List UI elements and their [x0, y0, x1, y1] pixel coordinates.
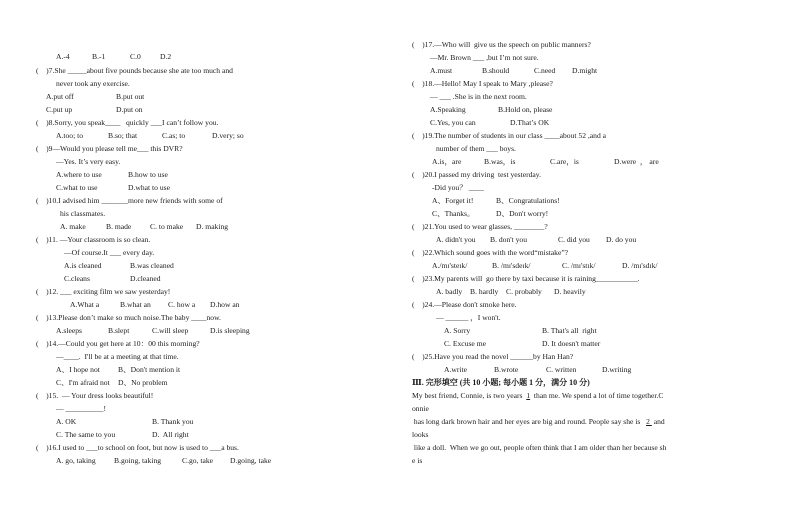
q20-option-d: D、Don't worry!	[496, 209, 549, 218]
q18-option-c: C.Yes, you can	[430, 118, 476, 127]
q6-option-a: A.-4	[56, 52, 70, 61]
q15-option-c: C. The same to you	[56, 430, 116, 439]
q7-option-c: C.put up	[46, 105, 73, 114]
q7-stem: ( )7.She _____about five pounds because she ate too much and	[36, 66, 233, 75]
q15-option-b: B. Thank you	[152, 417, 194, 426]
blank-1: 1	[526, 391, 531, 400]
q11-stem: ( )11. —Your classroom is so clean.	[36, 235, 151, 244]
q19-option-a: A.is，are	[432, 157, 462, 166]
q13-option-c: C.will sleep	[152, 326, 189, 335]
q16-option-c: C.go, take	[182, 456, 214, 465]
q14-stem: ( )14.—Could you get here at 10：00 this morning?	[36, 339, 200, 348]
q12-option-b: B.what an	[120, 300, 151, 309]
q25-option-d: D.writing	[602, 365, 632, 374]
q18-option-b: B.Hold on, please	[498, 105, 553, 114]
q11-continuation: —Of course.It ___ every day.	[64, 248, 155, 257]
q20-option-c: C、Thanks。	[432, 209, 475, 218]
passage-line-2: onnie	[412, 404, 429, 413]
q14-option-a: A、I hope not	[56, 365, 100, 374]
q18-continuation: — ___ .She is in the next room.	[430, 92, 527, 101]
q17-option-b: B.should	[482, 66, 510, 75]
q25-option-a: A.write	[444, 365, 467, 374]
q14-option-b: B、Don't mention it	[118, 365, 181, 374]
blank-2: 2	[646, 417, 652, 426]
q10-option-a: A. make	[60, 222, 86, 231]
q19-option-b: B.was，is	[484, 157, 516, 166]
q9-option-b: B.how to use	[128, 170, 168, 179]
q11-option-b: B.was cleaned	[130, 261, 174, 270]
q8-stem: ( )8.Sorry, you speak____ quickly ___I can’t follow you.	[36, 118, 219, 127]
q23-stem: ( )23.My parents will go there by taxi because it is raining___________.	[412, 274, 640, 283]
passage-text-1b: than me. We spend a lot of time together.C	[530, 391, 664, 400]
q16-option-a: A. go, taking	[56, 456, 96, 465]
q20-option-b: B、Congratulations!	[496, 196, 560, 205]
passage-text-3a: has long dark brown hair and her eyes are big and round. People say she is	[412, 417, 647, 426]
q20-continuation: -Did you？ ____	[432, 183, 484, 192]
q18-option-d: D.That’s OK	[510, 118, 550, 127]
q23-option-a: A. badly	[436, 287, 463, 296]
q21-stem: ( )21.You used to wear glasses, ________?	[412, 222, 548, 231]
q18-option-a: A.Speaking	[430, 105, 466, 114]
q6-option-d: D.2	[160, 52, 172, 61]
q13-option-b: B.slept	[108, 326, 130, 335]
q21-option-a: A. didn't you	[436, 235, 476, 244]
q21-option-b: B. don't you	[490, 235, 528, 244]
q10-continuation: his classmates.	[60, 209, 106, 218]
q15-option-a: A. OK	[56, 417, 77, 426]
q10-stem: ( )10.I advised him _______more new friends with some of	[36, 196, 223, 205]
q23-option-d: D. heavily	[554, 287, 586, 296]
q17-stem: ( )17.—Who will give us the speech on public manners?	[412, 40, 591, 49]
q12-option-a: A.What a	[70, 300, 100, 309]
q16-stem: ( )16.I used to ___to school on foot, but now is used to ___a bus.	[36, 443, 239, 452]
q24-continuation: — ______ ，I won't.	[436, 313, 501, 322]
q14-option-c: C、I'm afraid not	[56, 378, 110, 387]
q25-stem: ( )25.Have you read the novel ______by Han Han?	[412, 352, 574, 361]
q12-option-c: C. how a	[168, 300, 196, 309]
q17-option-c: C.need	[534, 66, 556, 75]
passage-line-3	[412, 418, 665, 428]
q8-option-a: A.too; to	[56, 131, 84, 140]
q7-option-a: A.put off	[46, 92, 74, 101]
q9-option-c: C.what to use	[56, 183, 98, 192]
q19-option-d: D.were ， are	[614, 157, 659, 166]
q15-option-d: D. All right	[152, 430, 189, 439]
q9-continuation: —Yes. It’s very easy.	[56, 157, 121, 166]
q7-option-b: B.put out	[116, 92, 145, 101]
q17-continuation: —Mr. Brown ___ ,but I’m not sure.	[430, 53, 539, 62]
section-heading: Ⅲ. 完形填空 (共 10 小题; 每小题 1 分，满分 10 分)	[412, 378, 590, 387]
q10-option-c: C. to make	[150, 222, 184, 231]
q24-option-a: A. Sorry	[444, 326, 471, 335]
q9-option-a: A.where to use	[56, 170, 102, 179]
q25-option-c: C. written	[546, 365, 577, 374]
right-column	[412, 0, 782, 511]
q22-option-d: D. /mɪ'sdɪk/	[622, 261, 658, 270]
q19-option-c: C.are，is	[550, 157, 579, 166]
q17-option-a: A.must	[430, 66, 453, 75]
q24-option-b: B. That's all right	[542, 326, 597, 335]
q11-option-d: D.cleaned	[130, 274, 161, 283]
passage-text-3b: and	[651, 417, 665, 426]
q24-option-c: C. Excuse me	[444, 339, 486, 348]
q13-option-a: A.sleeps	[56, 326, 82, 335]
q13-option-d: D.is sleeping	[210, 326, 250, 335]
q23-option-b: B. hardly	[470, 287, 499, 296]
left-column	[36, 0, 406, 511]
q16-option-b: B.going, taking	[114, 456, 162, 465]
q14-option-d: D、No problem	[118, 378, 168, 387]
passage-line-5: like a doll. When we go out, people often think that I am older than her because sh	[412, 443, 667, 452]
q25-option-b: B.wrote	[494, 365, 519, 374]
q9-stem: ( )9—Would you please tell me___ this DVR?	[36, 144, 183, 153]
q19-stem: ( )19.The number of students in our class ____about 52 ,and a	[412, 131, 607, 140]
q8-option-b: B.so; that	[108, 131, 138, 140]
q21-option-c: C. did you	[558, 235, 590, 244]
q20-stem: ( )20.I passed my driving test yesterday.	[412, 170, 541, 179]
q11-option-a: A.is cleaned	[64, 261, 102, 270]
q22-option-b: B. /mɪ'sdeɪk/	[492, 261, 531, 270]
q14-continuation: —____. I'll be at a meeting at that time.	[56, 352, 179, 361]
q15-stem: ( )15. — Your dress looks beautiful!	[36, 391, 154, 400]
passage-text-1a: My best friend, Connie, is two years	[412, 391, 527, 400]
q6-option-b: B.-1	[92, 52, 106, 61]
q7-option-d: D.put on	[116, 105, 143, 114]
passage-line-4: looks	[412, 430, 429, 439]
q24-option-d: D. It doesn't matter	[542, 339, 601, 348]
q8-option-d: D.very; so	[212, 131, 244, 140]
q17-option-d: D.might	[572, 66, 598, 75]
q22-option-c: C. /mɪ'stɪk/	[562, 261, 596, 270]
q9-option-d: D.what to use	[128, 183, 170, 192]
q6-option-c: C.0	[130, 52, 141, 61]
q12-stem: ( )12. ___ exciting film we saw yesterday!	[36, 287, 171, 296]
q10-option-d: D. making	[196, 222, 229, 231]
q21-option-d: D. do you	[606, 235, 637, 244]
q16-option-d: D.going, take	[230, 456, 272, 465]
q20-option-a: A、Forget it!	[432, 196, 474, 205]
q10-option-b: B. made	[106, 222, 132, 231]
q13-stem: ( )13.Please don’t make so much noise.The baby ____now.	[36, 313, 221, 322]
q22-option-a: A./mɪ'steɪk/	[432, 261, 468, 270]
passage-line-6: e is	[412, 456, 423, 465]
q24-stem: ( )24.—Please don't smoke here.	[412, 300, 517, 309]
q22-stem: ( )22.Which sound goes with the word“mistake”?	[412, 248, 569, 257]
q12-option-d: D.how an	[210, 300, 240, 309]
q7-continuation: never took any exercise.	[56, 79, 130, 88]
q11-option-c: C.cleans	[64, 274, 90, 283]
q8-option-c: C.as; to	[162, 131, 186, 140]
passage-line-1	[412, 392, 664, 402]
q19-continuation: number of them ___ boys.	[436, 144, 516, 153]
q15-continuation: — __________!	[56, 404, 106, 413]
q18-stem: ( )18.—Hello! May I speak to Mary ,please?	[412, 79, 553, 88]
q23-option-c: C. probably	[506, 287, 542, 296]
